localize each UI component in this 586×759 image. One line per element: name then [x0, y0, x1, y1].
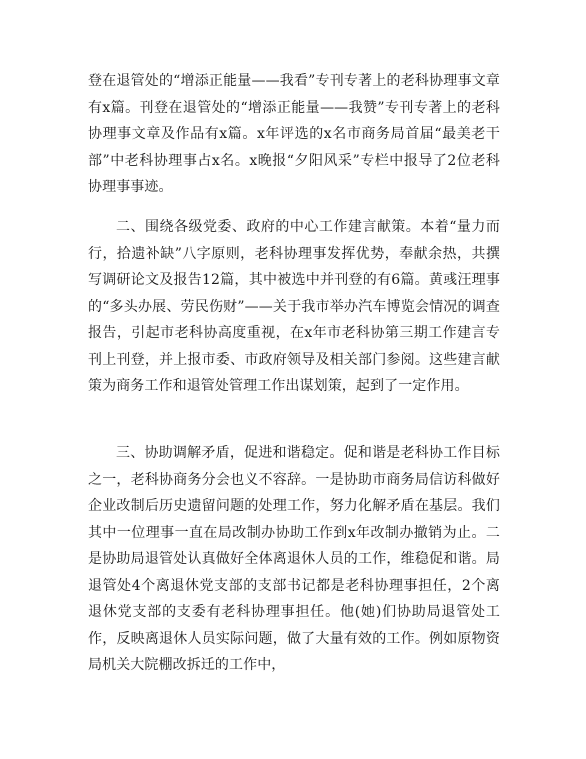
paragraph-advice-section: 二、围绕各级党委、政府的中心工作建言献策。本着“量力而行，拾遗补缺”八字原则，老科协理事发挥优势，奉献余热，共撰写调研论文及报告12篇，其中被选中并刊登的有6篇。黄彧汪理事的“多头办展、劳民伤财”——关于我市举办汽车博览会情况的调查报告，引起市老科协高度重视，在x年市老科协第三期工作建言专刊上刊登，并上报市委、市政府领导及相关部门参阅。这些建言献策为商务工作和退管处管理工作出谋划策，起到了一定作用。 [88, 219, 500, 394]
paragraph-mediation-section: 三、协助调解矛盾，促进和谐稳定。促和谐是老科协工作目标之一，老科协商务分会也义不容辞。一是协助市商务局信访科做好企业改制后历史遗留问题的处理工作，努力化解矛盾在基层。我们其中一位理事一直在局改制办协助工作到x年改制办撤销为止。二是协助局退管处认真做好全体离退休人员的工作，维稳促和谐。局退管处4个离退休党支部的支部书记都是老科协理事担任，2个离退休党支部的支委有老科协理事担任。他(她)们协助局退管处工作，反映离退休人员实际问题，做了大量有效的工作。例如原物资局机关大院棚改拆迁的工作中， [88, 445, 500, 673]
paragraph-publications: 登在退管处的“增添正能量——我看”专刊专著上的老科协理事文章有x篇。刊登在退管处的“增添正能量——我赞”专刊专著上的老科协理事文章及作品有x篇。x年评选的x名市商务局首届“最美老干部”中老科协理事占x名。x晚报“夕阳风采”专栏中报导了2位老科协理事事迹。 [88, 73, 500, 195]
